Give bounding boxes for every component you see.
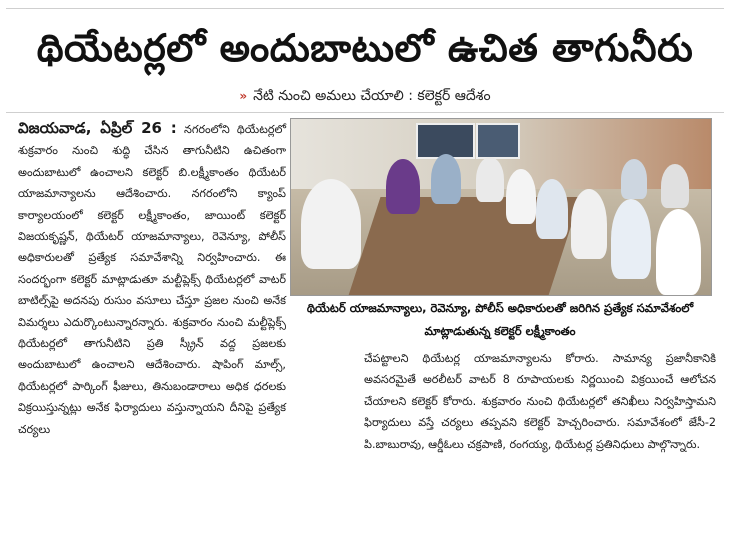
section-rule [6,112,724,113]
photo-person [506,169,536,224]
photo-person [301,179,361,269]
top-rule [6,8,724,9]
meeting-photo [290,118,712,296]
photo-person [476,157,504,202]
photo-caption: థియేటర్ యాజమాన్యాలు, రెవెన్యూ, పోలీస్ అధికారులతో జరిగిన ప్రత్యేక సమావేశంలో మాట్లాడుతున్న కలెక్టర్ లక్ష్మీకాంతం [306,301,694,338]
photo-person [431,154,461,204]
dateline: విజయవాడ, ఏప్రిల్ 26 : [18,119,177,137]
photo-person [536,179,568,239]
photo-person [661,164,689,208]
photo-person [621,159,647,199]
photo-person [386,159,420,214]
subheadline [0,88,730,107]
body-right-text: చేపట్టాలని థియేటర్ల యాజమాన్యాలను కోరారు. సామాన్య ప్రజానీకానికి అవసరమైతే అరలీటర్ వాటర్ 8 రూపాయలకు నిర్ణయించి విక్రయించే ఆలోచన చేయాలని కలెక్టర్ కోరారు. శుక్రవారం నుంచి థియేటర్లలో తనిఖీలు నిర్వహిస్తామని ఫిర్యాదులు వస్తే చర్యలు తప్పవని కలెక్టర్ హెచ్చరించారు. సమావేశంలో జేసీ-2 పి.బాబురావు, ఆర్డీఓలు చక్రపాణి, రంగయ్య, థియేటర్ల ప్రతినిధులు పాల్గొన్నారు. [364,352,716,451]
article-body-left [18,118,286,440]
photo-person [571,189,607,259]
subheadline-text: నేటి నుంచి అమలు చేయాలి : కలెక్టర్ ఆదేశం [253,88,491,104]
headline: థియేటర్లలో అందుబాటులో ఉచిత తాగునీరు [36,26,694,70]
double-chevron-icon: » [239,89,248,103]
photo-person [611,199,651,279]
photo-screen-2 [476,123,520,159]
photo-person [656,209,701,295]
article-body-right [364,348,716,455]
body-left-text: నగరంలోని థియేటర్లలో శుక్రవారం నుంచి శుద్ధి చేసిన తాగునీటిని ఉచితంగా అందుబాటులో ఉంచాలని కలెక్టర్ బి.లక్ష్మీకాంతం థియేటర్ యాజమాన్యాలను ఆదేశించారు. నగరంలోని క్యాంప్ కార్యాలయంలో కలెక్టర్ లక్ష్మీకాంతం, జాయింట్ కలెక్టర్ విజయకృష్ణన్, థియేటర్ యాజమాన్యాలు, రెవెన్యూ, పోలీస్ అధికారులతో ప్రత్యేక సమావేశాన్ని నిర్వహించారు. ఈ సందర్భంగా కలెక్టర్ మాట్లాడుతూ మల్టీప్లెక్స్ థియేటర్లలో వాటర్ బాటిల్స్‌పై అదనపు రుసుం వసూలు చేస్తూ ప్రజల నుంచి అనేక విమర్శలు ఎదుర్కొంటున్నారన్నారు. శుక్రవారం నుంచి మల్టీప్లెక్స్ థియేటర్లలో తాగునీటిని ప్రతి స్క్రీన్ వద్ద ప్రజలకు అందుబాటులో ఉంచాలని ఆదేశించారు. షాపింగ్ మాల్స్, థియేటర్లలో పార్కింగ్ ఫీజులు, తినుబండారాలు అధిక ధరలకు విక్రయిస్తున్నట్లు అనేక ఫిర్యాదులు వస్తున్నాయని దీనిపై ప్రత్యేక చర్యలు [18,123,286,436]
